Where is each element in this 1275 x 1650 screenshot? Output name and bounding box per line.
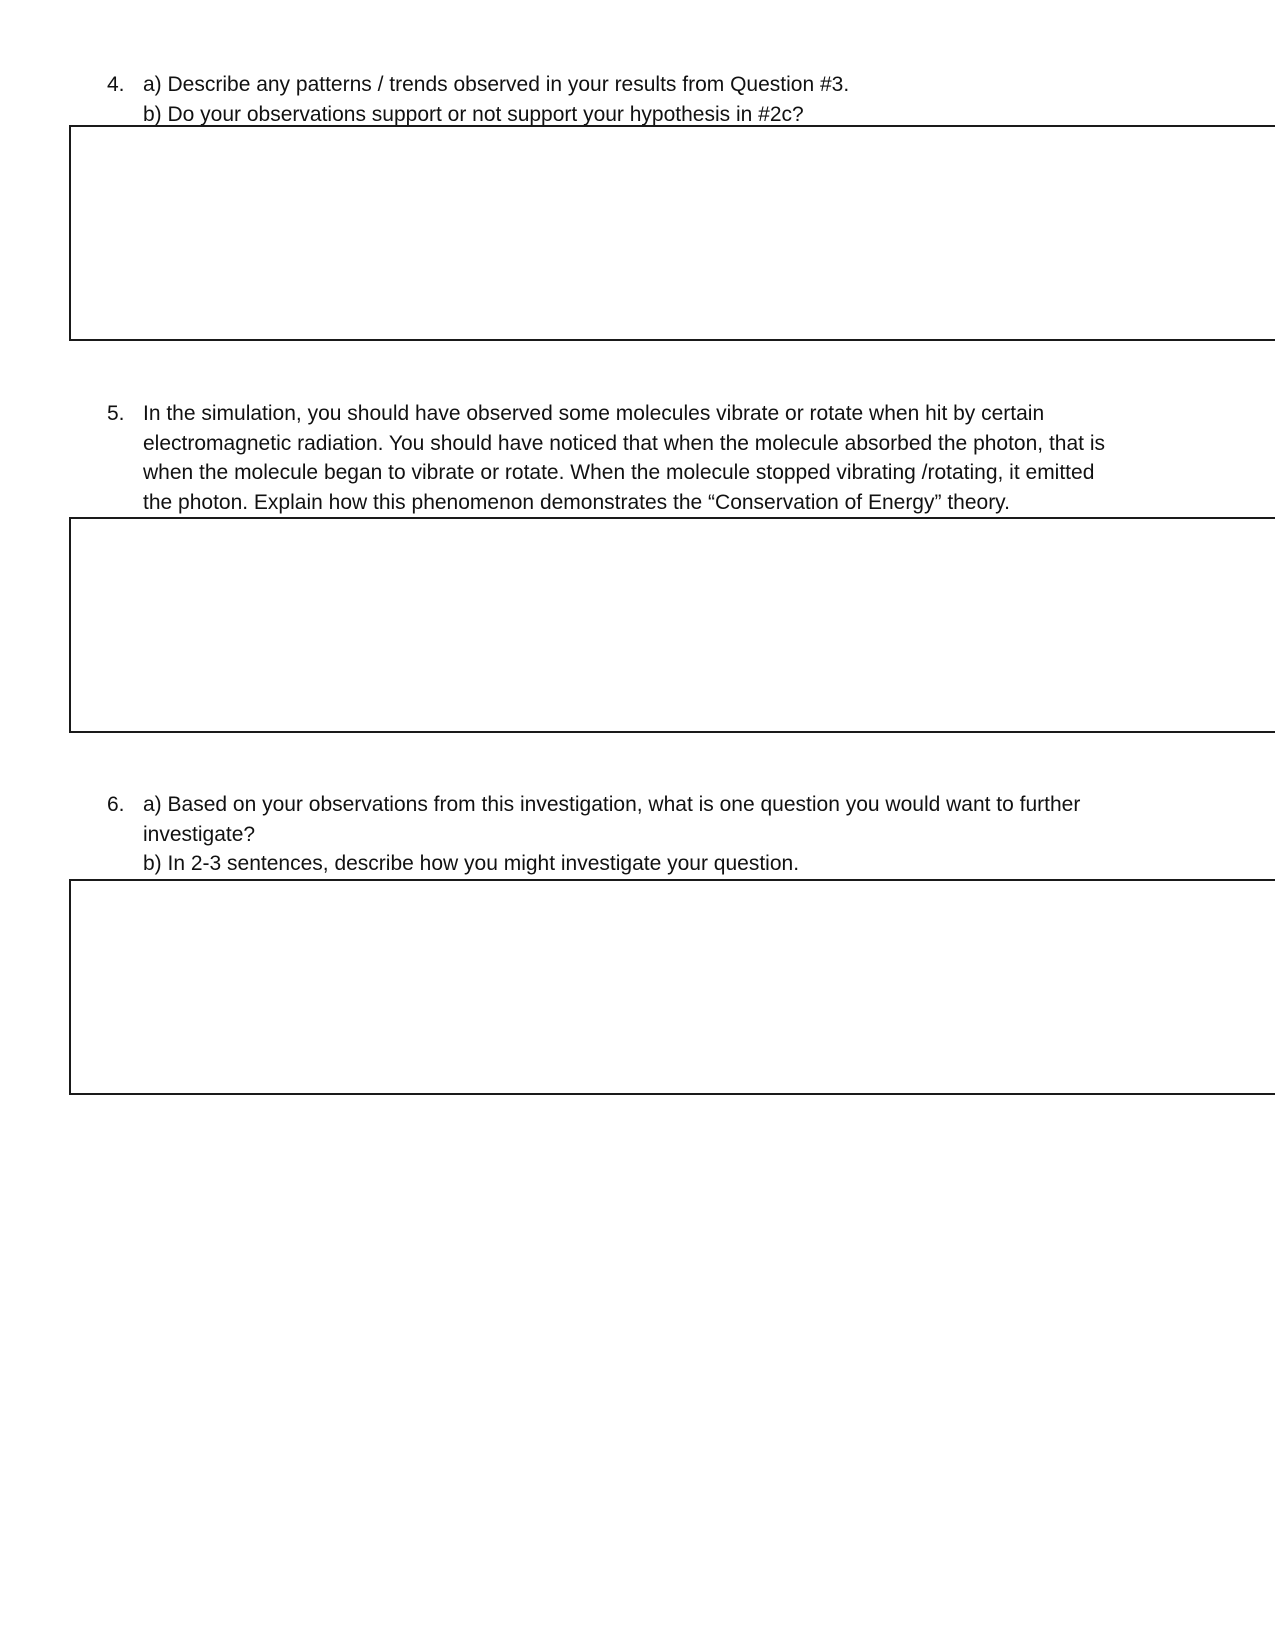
prompt-line: electromagnetic radiation. You should have noticed that when the molecule absorbed the photon, that is	[143, 431, 1105, 455]
prompt-line: when the molecule began to vibrate or rotate. When the molecule stopped vibrating /rotating, it emitted	[143, 461, 1095, 484]
prompt-line: investigate?	[143, 822, 256, 846]
prompt-line: the photon. Explain how this phenomenon demonstrates the “Conservation of Energy” theory.	[143, 490, 1010, 514]
question-number: 4.	[107, 73, 125, 96]
prompt-line: In the simulation, you should have observed some molecules vibrate or rotate when hit by certain	[143, 402, 1045, 425]
answer-box-5[interactable]	[69, 517, 1275, 733]
prompt-line: a) Based on your observations from this investigation, what is one question you would want to further	[143, 793, 1081, 816]
prompt-line: a) Describe any patterns / trends observed in your results from Question #3.	[143, 73, 850, 96]
answer-box-4[interactable]	[69, 125, 1275, 341]
prompt-line: b) In 2-3 sentences, describe how you might investigate your question.	[143, 852, 800, 875]
question-prompt	[143, 399, 1173, 517]
question-number: 6.	[107, 793, 125, 816]
question-number: 5.	[107, 402, 125, 425]
answer-box-6[interactable]	[69, 879, 1275, 1095]
prompt-line: b) Do your observations support or not support your hypothesis in #2c?	[143, 102, 804, 126]
question-prompt	[143, 70, 1173, 129]
question-prompt	[143, 790, 1173, 879]
